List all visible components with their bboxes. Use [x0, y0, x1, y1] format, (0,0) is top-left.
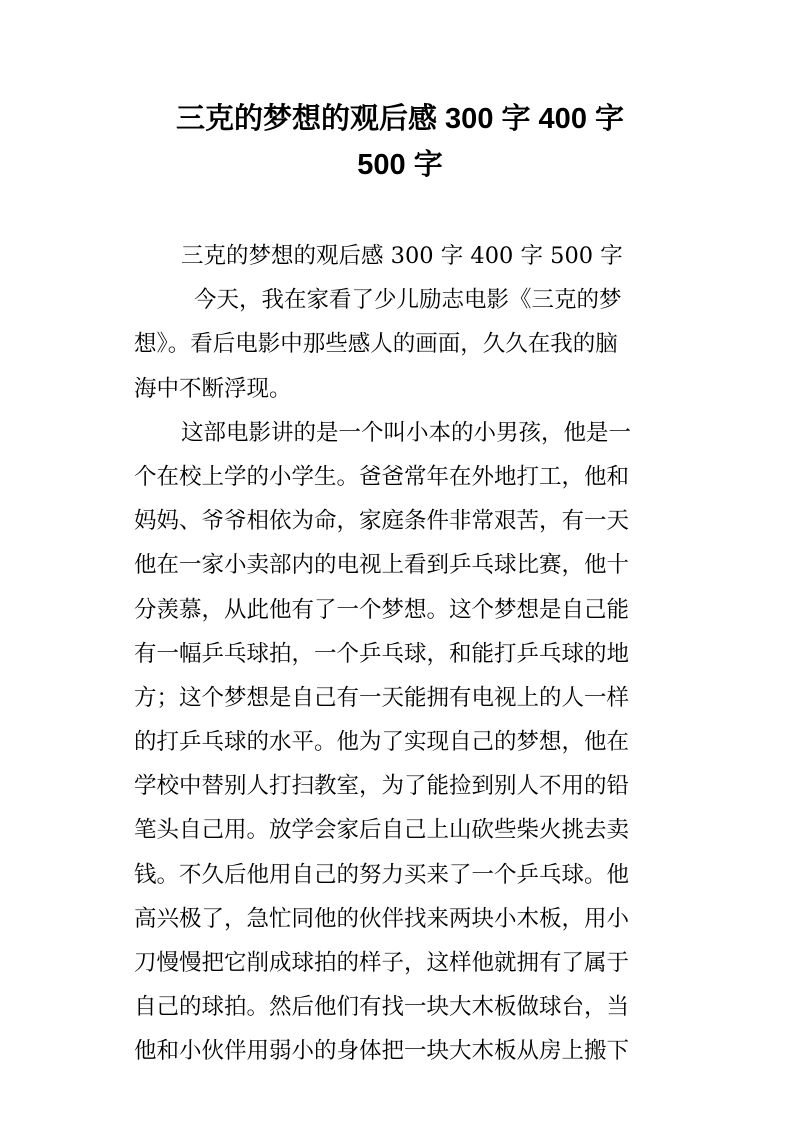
body-line: 学校中替别人打扫教室，为了能捡到别人不用的铅	[134, 773, 630, 800]
body-line: 方；这个梦想是自己有一天能拥有电视上的人一样	[134, 684, 630, 711]
body-line: 的打乒乓球的水平。他为了实现自己的梦想，他在	[134, 729, 630, 756]
document-title	[100, 96, 700, 188]
body-line: 个在校上学的小学生。爸爸常年在外地打工，他和	[134, 463, 630, 490]
body-line: 刀慢慢把它削成球拍的样子，这样他就拥有了属于	[134, 950, 630, 976]
body-line: 海中不断浮现。	[134, 375, 292, 402]
body-line: 有一幅乒乓球拍，一个乒乓球，和能打乒乓球的地	[134, 640, 630, 667]
body-line: 妈妈、爷爷相依为命，家庭条件非常艰苦，有一天	[134, 508, 630, 535]
document-body	[134, 234, 668, 1074]
body-line: 钱。不久后他用自己的努力买来了一个乒乓球。他	[134, 861, 630, 888]
body-line: 笔头自己用。放学会家后自己上山砍些柴火挑去卖	[134, 817, 630, 844]
body-line-subtitle: 三克的梦想的观后感 300 字 400 字 500 字	[181, 243, 623, 269]
title-line-2: 500 字	[357, 149, 443, 181]
body-line: 想》。看后电影中那些感人的画面，久久在我的脑	[134, 331, 618, 358]
body-line: 高兴极了，急忙同他的伙伴找来两块小木板，用小	[134, 905, 630, 932]
title-line-1: 三克的梦想的观后感 300 字 400 字	[176, 103, 624, 135]
body-line: 他和小伙伴用弱小的身体把一块大木板从房上搬下	[134, 1038, 630, 1065]
body-line: 今天，我在家看了少儿励志电影《三克的梦	[194, 287, 622, 314]
body-line: 他在一家小卖部内的电视上看到乒乓球比赛，他十	[134, 552, 630, 579]
body-line: 分羡慕，从此他有了一个梦想。这个梦想是自己能	[134, 596, 630, 623]
body-line: 自己的球拍。然后他们有找一块大木板做球台，当	[134, 994, 630, 1021]
body-line: 这部电影讲的是一个叫小本的小男孩，他是一	[181, 419, 632, 446]
